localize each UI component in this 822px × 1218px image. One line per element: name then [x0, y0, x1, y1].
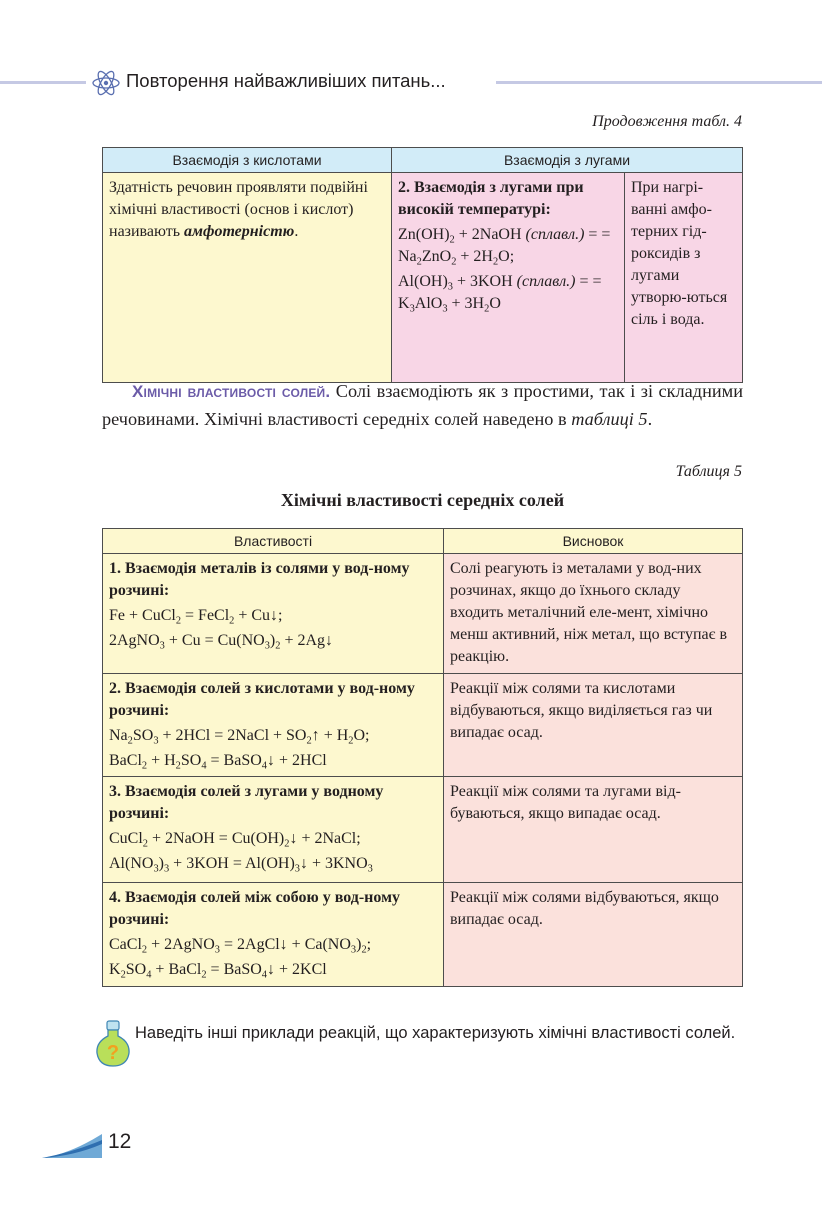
eq-sub: 2: [284, 838, 290, 850]
eq-sub: 2: [175, 760, 181, 772]
eq-sub: 3: [153, 735, 159, 747]
eq-sub: 3: [264, 640, 270, 652]
eq-part: ↓ + 3KNO: [299, 855, 368, 872]
reaction-equation: [109, 630, 437, 652]
eq-part: ↓ + 2KCl: [267, 961, 327, 978]
eq-part: ↓ + 2NaCl;: [289, 830, 361, 847]
paragraph-end: .: [647, 408, 653, 429]
paragraph-text: Солі взаємодіють як з простими, так і зі складними речовинами. Хімічні властивості середніх солей наведено в: [102, 381, 743, 429]
atom-icon: [91, 68, 121, 98]
eq-sub: 2: [275, 640, 281, 652]
eq-part: + 3KOH = Al(OH): [169, 855, 295, 872]
eq-sub: 2: [348, 735, 354, 747]
table4-col1-header: Взаємодія з кислотами: [103, 148, 392, 173]
eq-sub: 3: [367, 863, 373, 875]
conclusion-cell: Реакції між солями та лугами від-буваються, якщо випадає осад.: [444, 777, 743, 883]
conclusion-cell: Реакції між солями відбуваються, якщо випадає осад.: [444, 883, 743, 987]
eq-sub: 3: [153, 863, 159, 875]
eq-part: ): [158, 855, 164, 872]
eq-sub: 2: [141, 944, 148, 956]
eq-part: CuCl: [109, 830, 143, 847]
table5-title: Хімічні властивості середніх солей: [280, 490, 565, 510]
eq-sub: 2: [449, 234, 455, 246]
eq-sub: 4: [261, 969, 267, 981]
eq-sub: 2: [451, 256, 457, 268]
eq-part: O;: [498, 248, 515, 265]
eq-sub: 2: [141, 760, 148, 772]
eq-part: + Cu = Cu(NO: [164, 632, 265, 649]
amphoterism-definition: [103, 173, 392, 383]
eq-part: ): [269, 632, 276, 649]
eq-part: O;: [353, 727, 370, 744]
eq-sub: 4: [146, 969, 152, 981]
eq-sub: 3: [214, 944, 220, 956]
eq-part: = = K: [398, 273, 602, 312]
property-cell: [103, 883, 444, 987]
conclusion-cell: Солі реагують із металами у вод-них розчинах, якщо до їхнього складу входить металічний еле-мент, хімічно менш активний, ніж метал, що вступає в реакцію.: [444, 554, 743, 674]
definition-end: .: [294, 223, 299, 240]
eq-part: BaCl: [109, 752, 142, 769]
eq-part: AlO: [414, 295, 443, 312]
table-5: [102, 528, 743, 987]
eq-part: Al(NO: [109, 855, 154, 872]
table5-col1-header: Властивості: [103, 529, 444, 554]
eq-part: SO: [132, 727, 154, 744]
eq-condition: (сплавл.): [525, 226, 585, 243]
page-header: [0, 64, 822, 100]
eq-part: O: [489, 295, 501, 312]
reaction-equation: [109, 853, 437, 875]
eq-part: + 2AgNO: [147, 936, 215, 953]
reaction-equation: [109, 959, 437, 981]
eq-part: K: [109, 961, 121, 978]
eq-sub: 3: [409, 303, 415, 315]
eq-sub: 3: [350, 944, 357, 956]
table5-col2-header: Висновок: [444, 529, 743, 554]
eq-part: = BaSO: [206, 961, 262, 978]
table5-caption: Таблиця 5: [675, 463, 742, 480]
question-flask-icon: [94, 1020, 132, 1068]
task-block: [94, 1020, 754, 1070]
table5-row: [103, 674, 743, 777]
table5-row: [103, 883, 743, 987]
eq-part: Al(OH): [398, 273, 448, 290]
table4-col2-header: Взаємодія з лугами: [392, 148, 743, 173]
salts-properties-paragraph: [102, 378, 743, 432]
eq-part: + 2NaOH: [454, 226, 526, 243]
eq-sub: 4: [201, 760, 207, 772]
alkali-reaction-cell: [392, 173, 625, 383]
alkali-reaction-note: При нагрі-ванні амфо-терних гід-роксидів з лугами утворю-ються сіль і вода.: [625, 173, 743, 383]
page-corner-swoosh-icon: [40, 1130, 104, 1160]
table4-caption: Продовження табл. 4: [592, 113, 742, 130]
paragraph-lead: Хімічні властивості солей.: [132, 382, 331, 401]
eq-part: SO: [125, 961, 147, 978]
eq-part: Na: [109, 727, 128, 744]
eq-sub: 2: [201, 969, 207, 981]
eq-sub: 3: [447, 281, 453, 293]
eq-sub: 2: [127, 735, 133, 747]
property-heading: 1. Взаємодія металів із солями у вод-ному розчині:: [109, 560, 410, 599]
eq-part: 2AgNO: [109, 632, 160, 649]
eq-part: Zn(OH): [398, 226, 450, 243]
eq-sub: 2: [175, 615, 182, 627]
eq-condition: (сплавл.): [516, 273, 576, 290]
eq-part: + 3H: [447, 295, 485, 312]
eq-part: + BaCl: [151, 961, 202, 978]
page-number: 12: [108, 1130, 132, 1153]
eq-sub: 2: [492, 256, 499, 268]
definition-text: Здатність речовин проявляти подвійні хімічні властивості (основ і кислот) називають: [109, 179, 368, 240]
property-heading: 3. Взаємодія солей з лугами у водному розчині:: [109, 783, 384, 822]
eq-sub: 3: [442, 303, 448, 315]
header-title: Повторення найважливіших питань...: [126, 70, 446, 91]
property-heading: 4. Взаємодія солей між собою у вод-ному розчині:: [109, 889, 400, 928]
reaction-equation: [109, 934, 437, 956]
eq-part: + 2NaOH = Cu(OH): [148, 830, 285, 847]
eq-part: + H: [147, 752, 176, 769]
paragraph-ref: таблиці 5: [571, 408, 648, 429]
svg-text:?: ?: [106, 1042, 120, 1064]
eq-sub: 2: [229, 615, 235, 627]
equation-al: [398, 271, 618, 315]
eq-part: + 2HCl = 2NaCl + SO: [158, 727, 307, 744]
reaction-equation: [109, 828, 437, 850]
task-text: Наведіть інші приклади реакцій, що характеризують хімічні властивості солей.: [135, 1024, 736, 1042]
eq-sub: 2: [306, 735, 312, 747]
eq-part: = = Na: [398, 226, 611, 265]
alkali-reaction-heading: 2. Взаємодія з лугами при високій температурі:: [398, 179, 584, 218]
property-cell: [103, 554, 444, 674]
eq-part: = FeCl: [181, 607, 230, 624]
reaction-equation: [109, 725, 437, 747]
reaction-equation: [109, 750, 437, 772]
definition-term: амфотерністю: [184, 223, 295, 240]
eq-part: ;: [366, 936, 372, 953]
reaction-equation: [109, 605, 437, 627]
eq-part: ZnO: [421, 248, 452, 265]
eq-part: = 2AgCl↓ + Ca(NO: [219, 936, 351, 953]
eq-part: CaCl: [109, 936, 142, 953]
eq-sub: 2: [120, 969, 126, 981]
eq-sub: 2: [142, 838, 148, 850]
eq-part: = BaSO: [206, 752, 262, 769]
property-cell: [103, 674, 444, 777]
eq-part: ↑ + H: [311, 727, 349, 744]
header-rule-left: [0, 81, 86, 84]
eq-part: ): [356, 936, 362, 953]
table5-body: [103, 554, 743, 987]
eq-sub: 2: [484, 303, 490, 315]
eq-sub: 3: [294, 863, 300, 875]
property-heading: 2. Взаємодія солей з кислотами у вод-ному розчині:: [109, 680, 415, 719]
eq-part: + Cu↓;: [234, 607, 283, 624]
eq-sub: 3: [163, 863, 170, 875]
eq-part: Fe + CuCl: [109, 607, 176, 624]
conclusion-cell: Реакції між солями та кислотами відбуваються, якщо виділяється газ чи випадає осад.: [444, 674, 743, 777]
eq-part: + 3KOH: [452, 273, 517, 290]
page-footer: [40, 1130, 160, 1170]
table5-row: [103, 777, 743, 883]
eq-part: ↓ + 2HCl: [266, 752, 327, 769]
eq-sub: 2: [416, 256, 422, 268]
eq-sub: 2: [361, 944, 367, 956]
property-cell: [103, 777, 444, 883]
equation-zn: [398, 224, 618, 268]
eq-sub: 3: [159, 640, 165, 652]
table5-row: [103, 554, 743, 674]
eq-sub: 4: [261, 760, 267, 772]
eq-part: + 2H: [456, 248, 493, 265]
eq-part: SO: [180, 752, 202, 769]
eq-part: + 2Ag↓: [280, 632, 334, 649]
table-4-continued: [102, 147, 743, 383]
header-rule-right: [496, 81, 822, 84]
